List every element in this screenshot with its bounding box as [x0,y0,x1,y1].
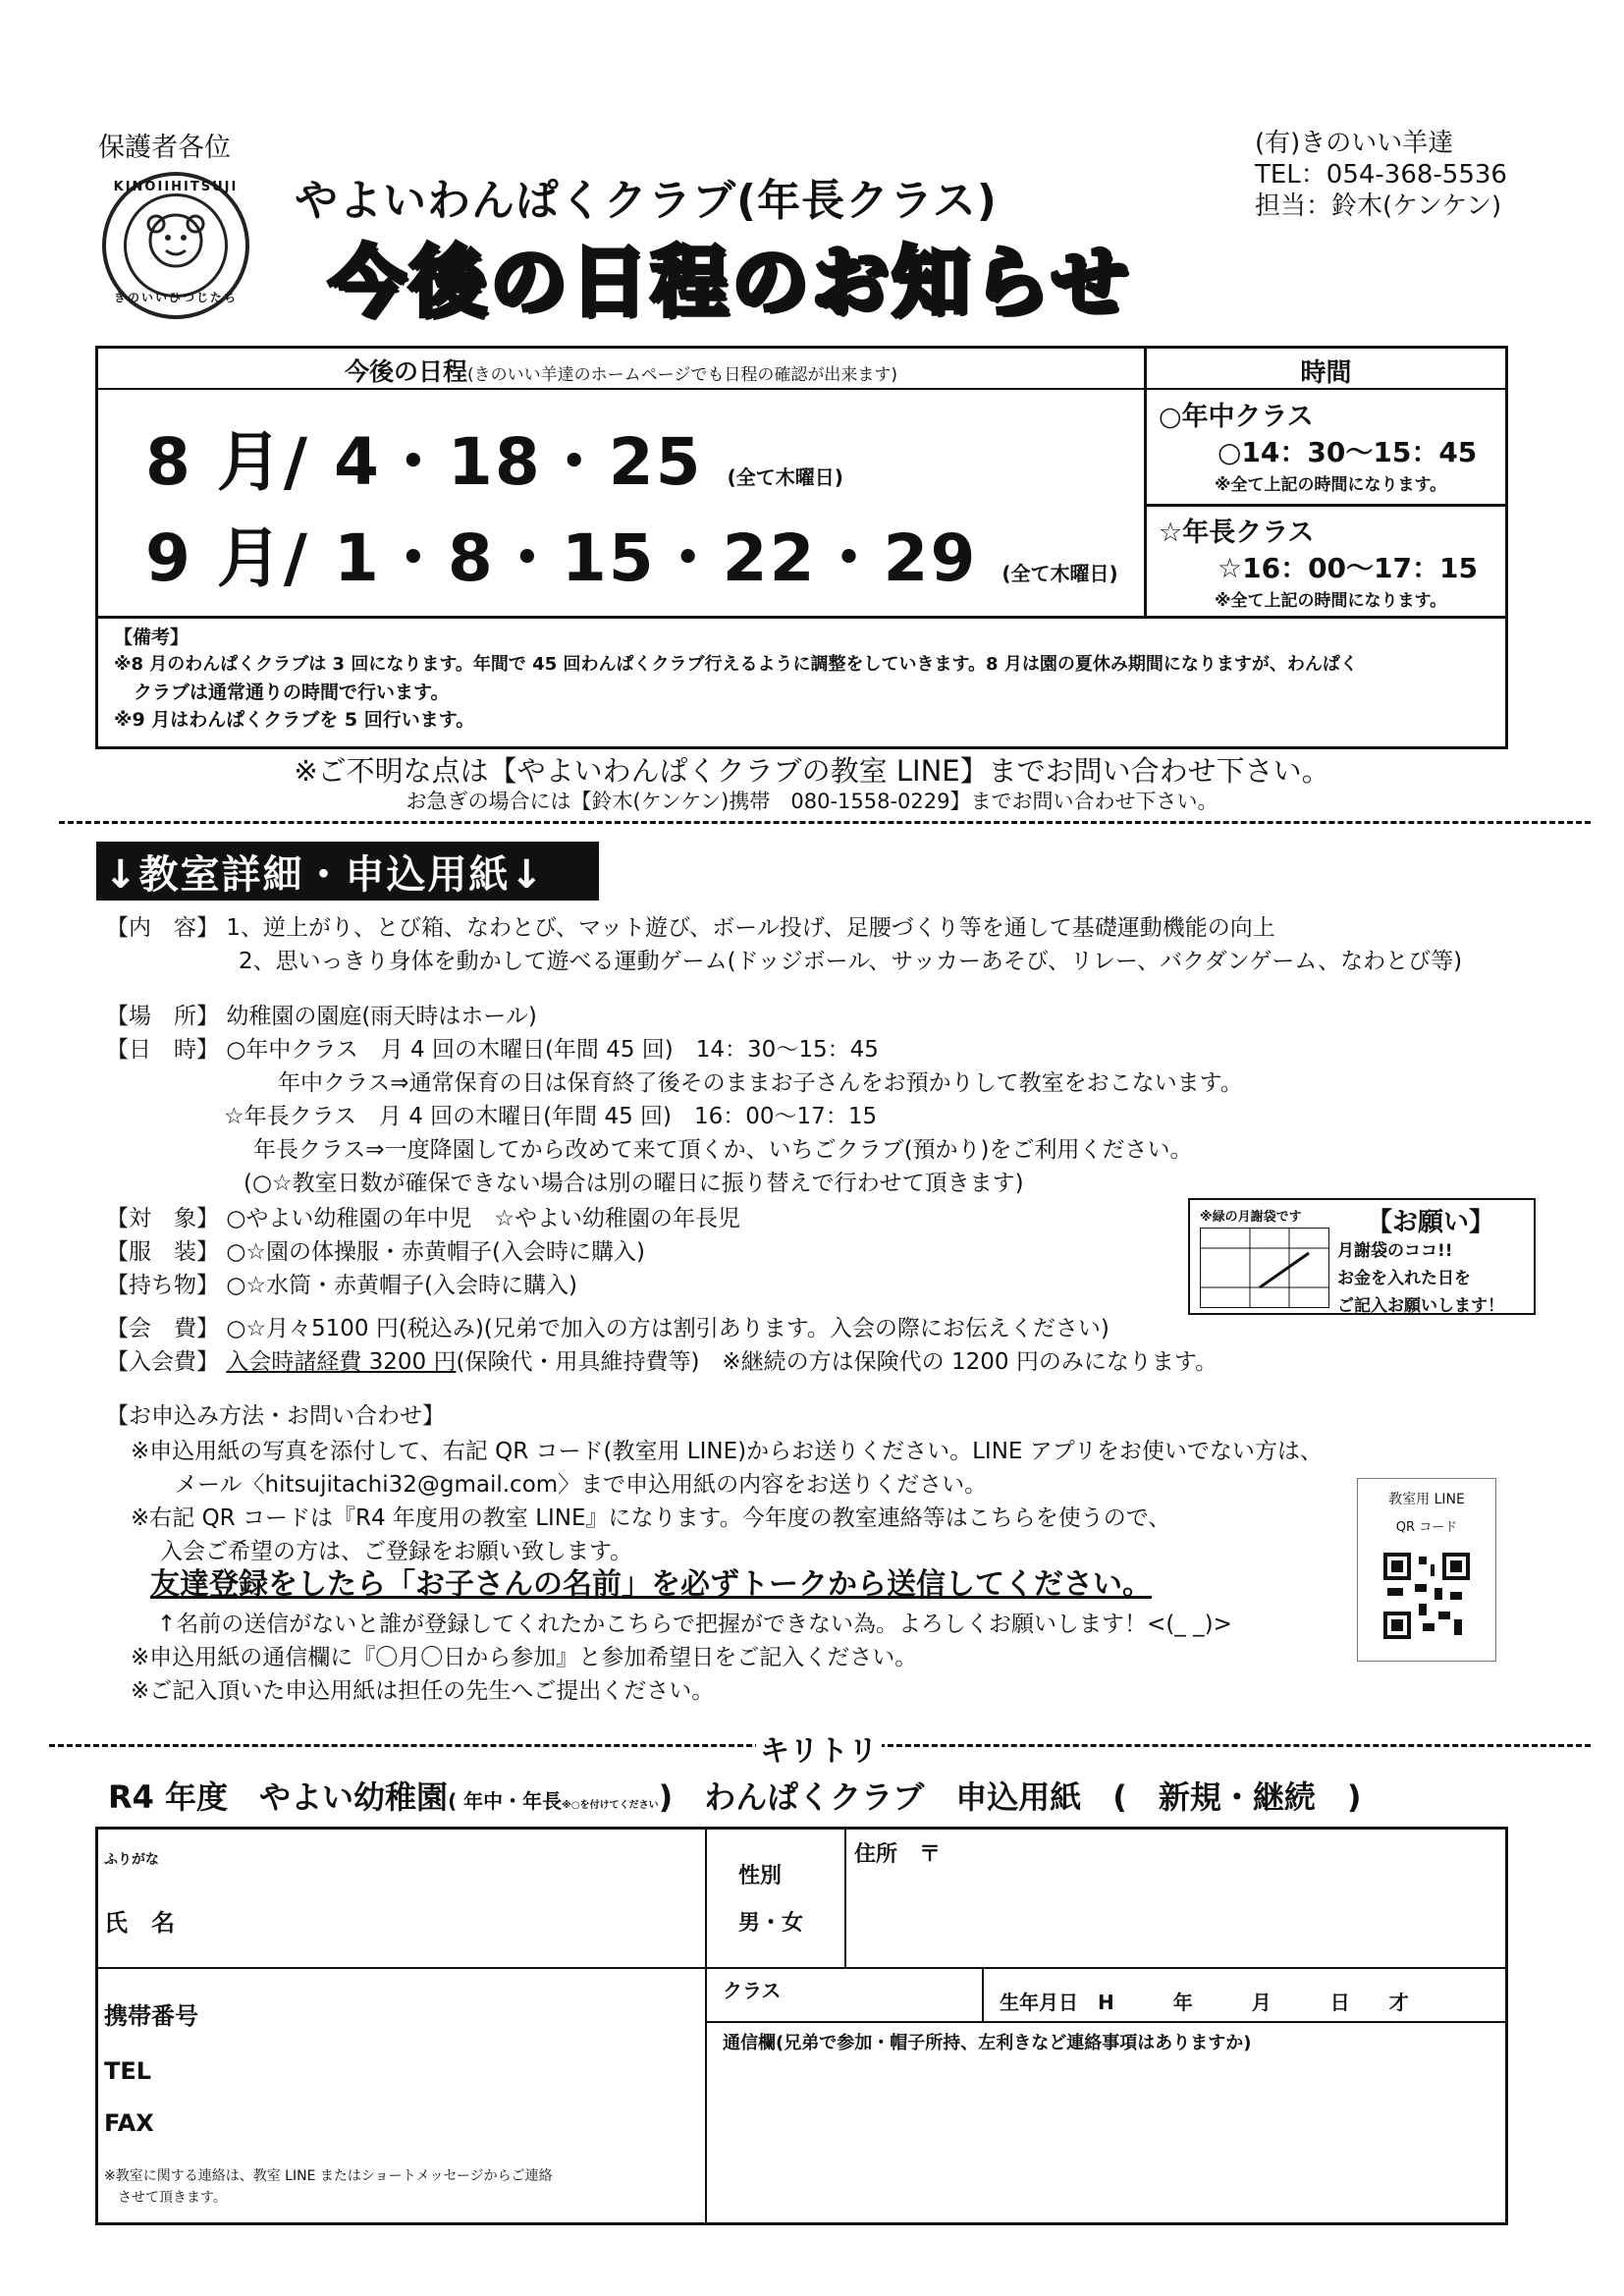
september-note: (全て木曜日) [1001,562,1118,585]
remarks: 【備考】 ※8 月のわんぱくクラブは 3 回になります。年間で 45 回わんぱくクラブ行えるように調整をしていきます。8 月は園の夏休み期間になりますが、わんぱく クラブは通常通りの時間で行います。 ※9 月はわんぱくクラブを 5 回行います。 [114,627,1358,731]
logo-text-top: KINOIIHITSUJI [113,180,239,194]
qr-code-icon[interactable] [1383,1553,1470,1639]
schedule-box [95,346,1508,749]
application-form [95,1827,1508,2225]
schedule-heading: 今後の日程(きのいい羊達のホームページでも日程の確認が出来ます) [345,357,897,386]
request-title: 【お願い】 [1367,1208,1495,1237]
name-label: 氏 名 [104,1909,175,1937]
contact-note-1: ※教室に関する連絡は、教室 LINE またはショートメッセージからご連絡 [104,2168,553,2184]
tel-label: TEL [104,2057,152,2085]
section-title: ↓教室詳細・申込用紙↓ [96,842,599,901]
company-name: (有)きのいい羊達 [1255,129,1454,158]
cut-label: キリトリ [756,1726,882,1770]
class1-time: ○14：30～15：45 [1218,436,1478,468]
contact-note-2: させて頂きます。 [118,2190,227,2206]
time-heading: 時間 [1300,358,1352,388]
class2-note: ※全て上記の時間になります。 [1215,591,1447,611]
club-logo [102,172,249,319]
friend-register-notice: 友達登録をしたら「お子さんの名前」を必ずトークから送信してください。 [150,1567,1152,1602]
class1-note: ※全て上記の時間になります。 [1215,475,1447,495]
furigana-label: ふりがな [104,1852,159,1868]
address-label: 住所 〒 [854,1842,942,1867]
september-dates: 9 月/ 1・8・15・22・29 (全て木曜日) [145,520,1118,596]
cut-line-1 [59,821,1591,824]
august-note: (全て木曜日) [727,465,843,489]
company-staff: 担当：鈴木(ケンケン) [1255,191,1502,221]
mobile-label: 携帯番号 [104,2002,198,2030]
company-info [1255,128,1507,222]
addressee: 保護者各位 [98,133,231,163]
logo-text-bottom: きのいいひつじたち [113,291,238,304]
sheep-icon [124,193,228,298]
gender-options[interactable]: 男・女 [738,1911,804,1936]
urgent-contact: お急ぎの場合には【鈴木(ケンケン)携帯 080-1558-0229】までお問い合わせ下さい。 [406,790,1218,813]
class2-time: ☆16：00～17：15 [1218,552,1478,584]
qr-box: 教室用 LINE QR コード [1357,1478,1496,1662]
club-title: やよいわんぱくクラブ(年長クラス) [295,176,998,226]
august-dates: 8 月/ 4・18・25 (全て木曜日) [145,424,843,500]
class-label: クラス [723,1979,782,2002]
fax-label: FAX [104,2109,154,2137]
request-message: 月謝袋のココ!! お金を入れた日を ご記入お願いします！ [1337,1241,1504,1316]
envelope-caption: ※緑の月謝袋です [1200,1210,1302,1225]
company-tel: TEL：054-368-5536 [1255,160,1507,190]
class2-label: ☆年長クラス [1159,518,1315,548]
birthdate-label: 生年月日 H 年 月 日 才 [1000,1991,1409,2014]
request-box [1188,1198,1536,1315]
main-title: 今後の日程のお知らせ [329,239,1132,327]
class1-label: ○年中クラス [1159,402,1314,432]
comm-label: 通信欄(兄弟で参加・帽子所持、左利きなど連絡事項はありますか) [723,2033,1252,2053]
inquiry-line: ※ご不明な点は【やよいわんぱくクラブの教室 LINE】までお問い合わせ下さい。 [294,754,1330,788]
envelope-icon [1200,1228,1329,1308]
form-title: R4 年度 やよい幼稚園( 年中・年長※○を付けてください) わんぱくクラブ 申込用紙 ( 新規・継続 ) [108,1778,1362,1816]
gender-label: 性別 [738,1864,783,1888]
